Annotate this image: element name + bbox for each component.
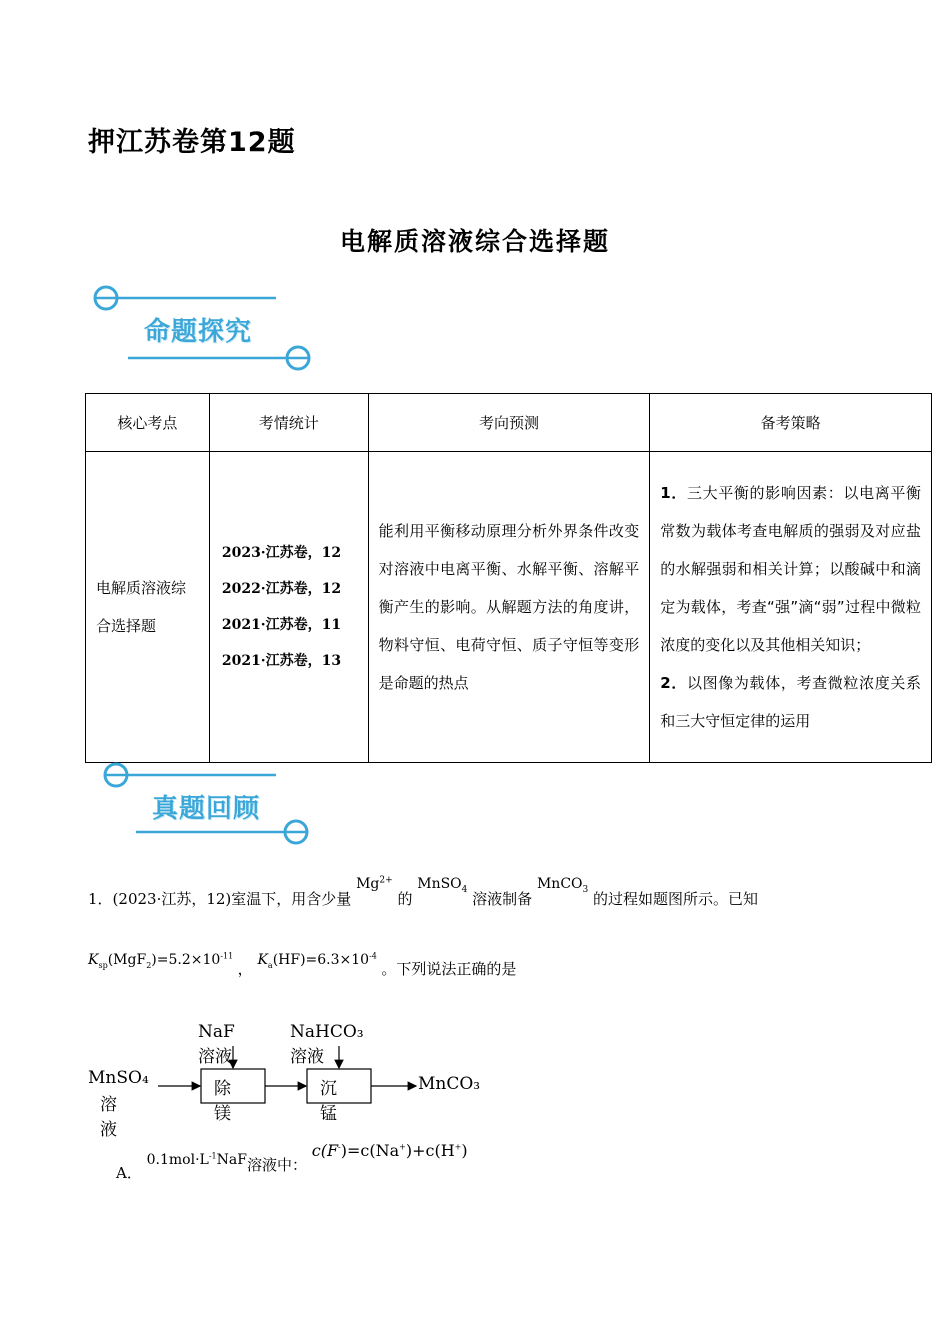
question-text: 。下列说法正确的是 xyxy=(381,960,517,978)
start-material: MnSO₄ xyxy=(88,1068,149,1088)
core-point-cell: 电解质溶液综合选择题 xyxy=(86,452,210,763)
product: MnCO₃ xyxy=(418,1074,481,1094)
formula-text: 0.1mol·L xyxy=(146,1152,209,1168)
formula-text: ) xyxy=(461,1141,468,1160)
stat-item: 2023·江苏卷，12 xyxy=(221,545,342,561)
separator: ， xyxy=(237,960,253,978)
formula-sup: + xyxy=(454,1142,462,1152)
question-text: 的过程如题图所示。已知 xyxy=(593,890,759,908)
step-box-precipitate: 沉锰 xyxy=(320,1079,337,1124)
formula-text: (MgF xyxy=(107,952,147,968)
formula-text: K xyxy=(257,952,268,968)
formula-text: )+c(H xyxy=(405,1141,455,1160)
table-header: 核心考点 xyxy=(86,394,210,452)
section-banner-review xyxy=(100,760,330,852)
strategy-text: 以图像为载体，考查微粒浓度关系和三大守恒定律的运用 xyxy=(660,674,921,730)
stat-item: 2021·江苏卷，13 xyxy=(221,653,342,669)
section-label: 命题探究 xyxy=(144,317,253,347)
question-text: 室温下，用含少量 xyxy=(231,890,352,908)
formula-sup: + xyxy=(399,1142,406,1152)
reagent-nahco3: NaHCO₃溶液 xyxy=(290,1022,364,1067)
step-box-demagnesium: 除镁 xyxy=(214,1079,231,1124)
formula-sup: -11 xyxy=(220,951,234,961)
formula-sup: - xyxy=(338,1142,341,1152)
formula-text: NaF xyxy=(216,1152,247,1168)
question-text: 溶液制备 xyxy=(472,890,533,908)
formula-sub: 2 xyxy=(146,960,152,970)
formula-text: K xyxy=(88,952,99,968)
formula-text: MnCO xyxy=(536,876,583,892)
question-line-2 xyxy=(88,948,517,978)
strategy-text: 三大平衡的影响因素：以电离平衡常数为载体考查电解质的强弱及对应盐的水解强弱和相关计算；以酸碱中和滴定为载体，考查“强”滴“弱”过程中微粒浓度的变化以及其他相关知识； xyxy=(660,484,921,654)
formula-sub: sp xyxy=(98,960,108,970)
formula-text: )=c(Na xyxy=(340,1141,400,1160)
question-number: 1． xyxy=(88,890,113,908)
question-line-1 xyxy=(88,872,759,908)
equation xyxy=(312,1141,468,1160)
strategy-cell xyxy=(650,452,932,763)
formula-sup: -1 xyxy=(208,1151,217,1161)
formula-text: MnSO xyxy=(417,876,462,892)
option-text: 溶液中： xyxy=(246,1156,307,1174)
ka-expression xyxy=(257,952,381,968)
strategy-number: 2． xyxy=(660,674,687,692)
stat-item: 2022·江苏卷，12 xyxy=(221,581,342,597)
section-label: 真题回顾 xyxy=(152,794,261,824)
formula-sup: 2+ xyxy=(379,875,393,886)
section-banner-explore xyxy=(88,282,328,374)
table-header: 考向预测 xyxy=(368,394,650,452)
stat-item: 2021·江苏卷，11 xyxy=(221,617,342,633)
question-source: (2023·江苏，12) xyxy=(112,890,232,908)
formula-text: )=5.2×10 xyxy=(151,952,221,968)
formula-mg xyxy=(356,876,393,892)
formula-text: c(F xyxy=(311,1141,339,1160)
option-label: A． xyxy=(116,1164,142,1182)
formula-text: Mg xyxy=(356,876,380,892)
formula-mnso4 xyxy=(417,876,468,895)
ksp-expression xyxy=(88,952,238,968)
formula-sub: a xyxy=(267,960,273,970)
question-text: 的 xyxy=(397,890,413,908)
prediction-cell: 能利用平衡移动原理分析外界条件改变对溶液中电离平衡、水解平衡、溶解平衡产生的影响。从解题方法的角度讲，物料守恒、电荷守恒、质子守恒等变形是命题的热点 xyxy=(368,452,650,763)
table-row xyxy=(86,452,932,763)
formula-sup: -4 xyxy=(369,951,377,961)
main-title: 押江苏卷第12题 xyxy=(88,127,296,158)
table-header-row xyxy=(86,394,932,452)
stats-cell xyxy=(209,452,368,763)
strategy-number: 1． xyxy=(660,484,687,502)
formula-sub: 3 xyxy=(582,884,589,895)
exam-analysis-table xyxy=(85,393,932,763)
subtitle: 电解质溶液综合选择题 xyxy=(339,227,610,256)
formula-mnco3 xyxy=(536,876,589,895)
concentration xyxy=(147,1152,247,1168)
reagent-naf: NaF溶液 xyxy=(198,1022,235,1067)
formula-sub: 4 xyxy=(461,884,468,895)
option-a[interactable] xyxy=(116,1141,468,1182)
formula-text: (HF)=6.3×10 xyxy=(272,952,370,968)
table-header: 备考策略 xyxy=(650,394,932,452)
start-material-label: 溶液 xyxy=(100,1095,117,1140)
table-header: 考情统计 xyxy=(209,394,368,452)
